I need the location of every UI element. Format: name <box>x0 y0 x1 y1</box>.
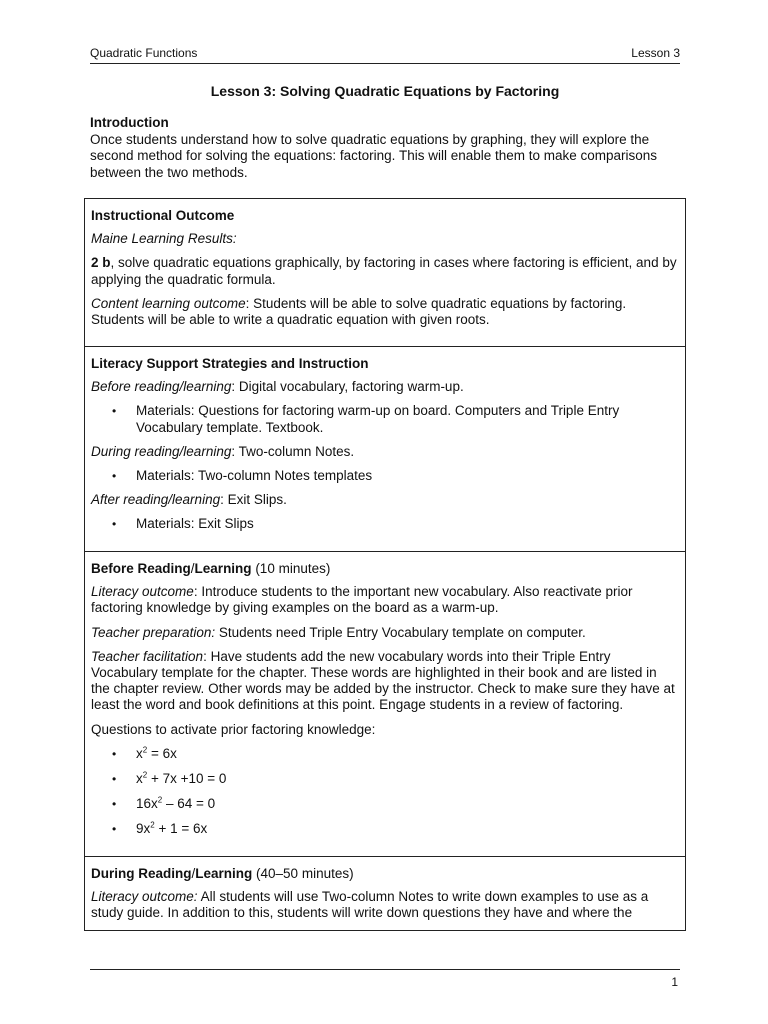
instructional-outcome-box <box>84 198 686 347</box>
footer-rule <box>90 969 680 970</box>
questions-intro: Questions to activate prior factoring knowledge: <box>91 721 376 737</box>
after-reading-line: After reading/learning: Exit Slips. <box>91 492 287 508</box>
factoring-questions-list <box>91 746 679 838</box>
introduction-heading: Introduction <box>90 115 169 130</box>
header-course-title: Quadratic Functions <box>90 46 198 60</box>
list-item: • $x^2 = 6x$ <box>91 746 679 762</box>
introduction-section <box>90 115 680 181</box>
running-header <box>90 45 680 64</box>
standard-code: 2 b <box>91 255 111 271</box>
list-item: • $9x^2 + 1 = 6x$ <box>91 821 679 837</box>
teacher-preparation-paragraph: Teacher preparation: Students need Triple Entry Vocabulary template on computer. <box>91 624 586 640</box>
before-reading-box <box>84 551 686 857</box>
page-number: 1 <box>671 975 678 989</box>
during-outcome-paragraph: Literacy outcome: All students will use Two-column Notes to write down examples to use as a study guide. In addition to this, students will write down questions they have and where the <box>91 889 649 921</box>
during-reading-heading: During Reading/Learning (40–50 minutes) <box>91 866 354 881</box>
before-reading-heading: Before Reading/Learning (10 minutes) <box>91 561 331 576</box>
literacy-support-box <box>84 346 686 552</box>
header-lesson-label: Lesson 3 <box>631 46 680 60</box>
introduction-text: Once students understand how to solve quadratic equations by graphing, they will explore the second method for solving the equations: factoring. This will enable them to make comparisons between the two methods. <box>90 131 658 180</box>
outcome-heading: Instructional Outcome <box>91 208 235 223</box>
list-item: • Materials: Two-column Notes templates <box>91 468 679 484</box>
outcome-subheading: Maine Learning Results: <box>91 231 237 247</box>
list-item: • Materials: Exit Slips <box>91 516 679 532</box>
literacy-outcome-paragraph: Literacy outcome: Introduce students to the important new vocabulary. Also reactivate prior factoring knowledge by giving examples on the board as a warm-up. <box>91 584 633 616</box>
content-outcome-paragraph: Content learning outcome: Students will be able to solve quadratic equations by factoring. Students will be able to write a quadratic equation with given roots. <box>91 295 627 328</box>
list-item: • $16x^2 - 64 = 0$ <box>91 796 679 812</box>
list-item: • Materials: Questions for factoring warm-up on board. Computers and Triple Entry Vocabulary template. Textbook. <box>91 403 679 435</box>
during-reading-box <box>84 856 686 931</box>
during-reading-line: During reading/learning: Two-column Notes. <box>91 443 355 459</box>
page-title: Lesson 3: Solving Quadratic Equations by Factoring <box>210 83 560 99</box>
list-item: • $x^2 + 7x +10 = 0$ <box>91 771 679 787</box>
before-reading-line: Before reading/learning: Digital vocabulary, factoring warm-up. <box>91 379 464 395</box>
standard-paragraph: 2 b, solve quadratic equations graphically, by factoring in cases where factoring is efficient, and by applying the quadratic formula. <box>91 255 677 287</box>
literacy-heading: Literacy Support Strategies and Instruction <box>91 356 369 371</box>
teacher-facilitation-paragraph: Teacher facilitation: Have students add the new vocabulary words into their Triple Entry Vocabulary template for the chapter. These words are highlighted in their book and are listed in the chapter review. Other words may be added by the instructor. Check to make sure they have at least the word and book definitions at this point. Engage students in a review of factoring. <box>91 648 675 713</box>
